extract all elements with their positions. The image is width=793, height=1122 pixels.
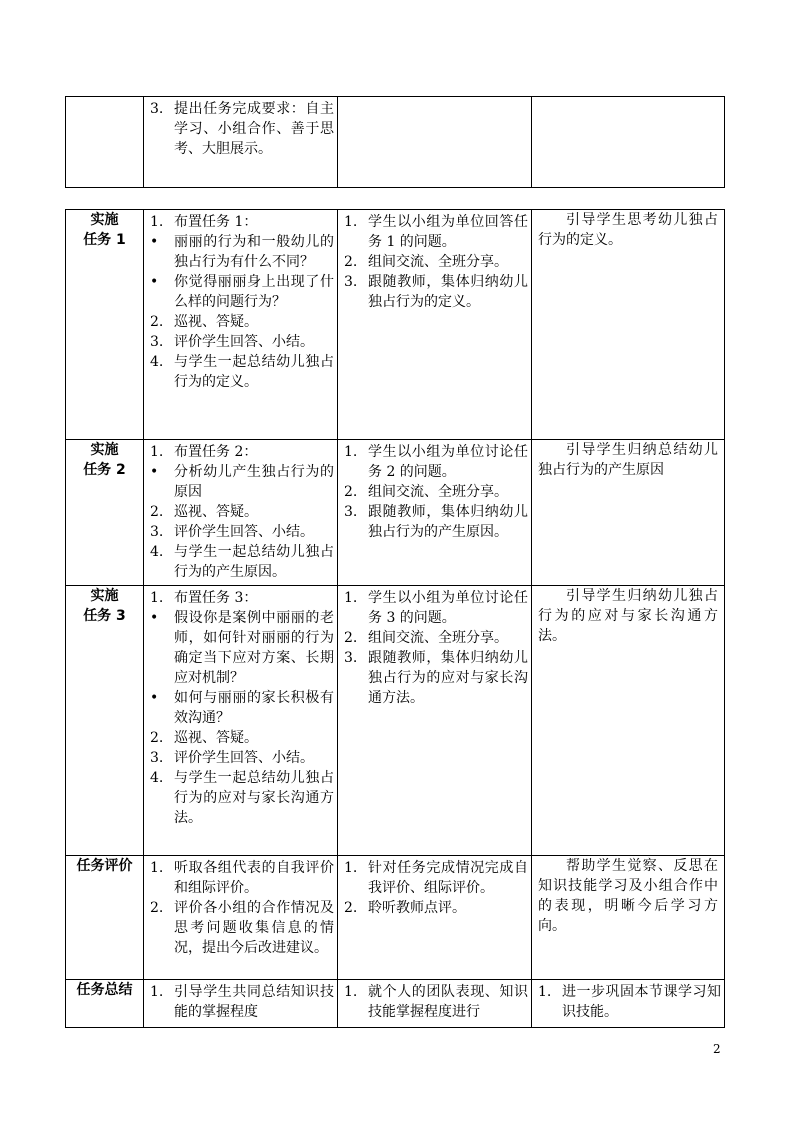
student-activity-cell (338, 856, 532, 980)
list-text: 与学生一起总结幼儿独占行为的应对与家长沟通方法。 (174, 770, 334, 826)
list-marker: 2. (150, 730, 164, 746)
list-item (538, 982, 721, 1022)
design-intent-cell (532, 586, 725, 856)
list-text: 评价学生回答、小结。 (174, 524, 314, 540)
list-marker: 1. (150, 860, 164, 876)
table-row (66, 980, 725, 1028)
list-marker: 1. (344, 444, 358, 460)
list-text: 进一步巩固本节课学习知识技能。 (562, 984, 721, 1020)
row-label-sub: 任务 1 (83, 232, 126, 248)
teacher-activity-cell (144, 586, 338, 856)
row-label-cell (66, 440, 144, 586)
row-label-sub: 任务 3 (83, 608, 126, 624)
list-text: 提出任务完成要求：自主学习、小组合作、善于思考、大胆展示。 (174, 101, 334, 157)
list-marker: 3. (344, 650, 358, 666)
list-marker: 1. (344, 984, 358, 1000)
list-item (150, 688, 334, 728)
list-text: 分析幼儿产生独占行为的原因 (174, 464, 334, 500)
design-intent-cell (532, 856, 725, 980)
list-item (150, 522, 334, 542)
table-row (66, 210, 725, 440)
list-text: 就个人的团队表现、知识技能掌握程度进行 (368, 984, 528, 1020)
list-marker: 2. (344, 254, 358, 270)
list-item (344, 502, 528, 542)
list-text: 学生以小组为单位回答任务 1 的问题。 (368, 214, 528, 250)
list-item (150, 332, 334, 352)
list-item (150, 462, 334, 502)
continuation-table (65, 96, 725, 188)
list-text: 丽丽的行为和一般幼儿的独占行为有什么不同？ (174, 234, 334, 270)
list-item (344, 442, 528, 482)
bullet-icon: • (150, 690, 159, 706)
list-text: 组间交流、全班分享。 (368, 630, 508, 646)
list-item (150, 352, 334, 392)
list-marker: 1. (344, 860, 358, 876)
lesson-plan-table (65, 209, 725, 1028)
list-item (344, 212, 528, 252)
bullet-icon: • (150, 464, 159, 480)
list-marker: 1. (150, 984, 164, 1000)
bullet-icon: • (150, 610, 159, 626)
row-label: 任务总结 (76, 982, 133, 998)
list-text: 学生以小组为单位讨论任务 2 的问题。 (368, 444, 528, 480)
student-activity-cell (338, 980, 532, 1028)
list-text: 如何与丽丽的家长积极有效沟通？ (174, 690, 334, 726)
list-item (344, 898, 528, 918)
list-item (150, 502, 334, 522)
list-item (150, 768, 334, 828)
list-marker: 3. (150, 750, 164, 766)
teacher-activity-cell (144, 856, 338, 980)
list-item (344, 588, 528, 628)
list-item (344, 982, 528, 1022)
list-text: 针对任务完成情况完成自我评价、组际评价。 (368, 860, 528, 896)
list-text: 组间交流、全班分享。 (368, 484, 508, 500)
list-item (150, 982, 334, 1022)
list-marker: 2. (344, 484, 358, 500)
list-marker: 4. (150, 544, 164, 560)
list-text: 评价各小组的合作情况及思考问题收集信息的情况，提出今后改进建议。 (174, 900, 334, 956)
list-item (150, 272, 334, 312)
design-intent-cell (532, 440, 725, 586)
list-marker: 1. (150, 590, 164, 606)
bullet-icon: • (150, 234, 159, 250)
row-label-cell (66, 980, 144, 1028)
list-text: 跟随教师，集体归纳幼儿独占行为的定义。 (368, 274, 528, 310)
list-marker: 3. (150, 334, 164, 350)
row-label: 实施 (90, 588, 119, 604)
list-marker: 1. (538, 984, 552, 1000)
list-item (344, 628, 528, 648)
list-text: 你觉得丽丽身上出现了什么样的问题行为？ (174, 274, 334, 310)
list-item (150, 588, 334, 608)
list-item (150, 748, 334, 768)
student-activity-cell (338, 97, 532, 188)
table-row (66, 97, 725, 188)
row-label-cell (66, 856, 144, 980)
page-number: 2 (713, 1042, 721, 1056)
table-row (66, 440, 725, 586)
list-marker: 1. (344, 590, 358, 606)
list-marker: 2. (150, 900, 164, 916)
design-intent-text: 引导学生归纳幼儿独占行为的应对与家长沟通方法。 (538, 588, 718, 644)
label-cell (66, 97, 144, 188)
list-text: 假设你是案例中丽丽的老师，如何针对丽丽的行为确定当下应对方案、长期应对机制？ (174, 610, 334, 686)
row-label: 实施 (90, 442, 119, 458)
list-item (344, 858, 528, 898)
teacher-activity-cell (144, 980, 338, 1028)
list-text: 巡视、答疑。 (174, 730, 258, 746)
list-marker: 4. (150, 770, 164, 786)
list-item (150, 542, 334, 582)
teacher-activity-cell (144, 210, 338, 440)
list-marker: 3. (344, 274, 358, 290)
row-label-cell (66, 210, 144, 440)
list-text: 布置任务 1： (174, 214, 258, 230)
list-marker: 3. (344, 504, 358, 520)
row-label-sub: 任务 2 (83, 462, 126, 478)
teacher-activity-cell (144, 97, 338, 188)
list-item (150, 232, 334, 272)
design-intent-text: 帮助学生觉察、反思在知识技能学习及小组合作中的表现，明晰今后学习方向。 (538, 858, 718, 934)
student-activity-cell (338, 210, 532, 440)
list-text: 听取各组代表的自我评价和组际评价。 (174, 860, 334, 896)
list-marker: 2. (150, 504, 164, 520)
list-marker: 4. (150, 354, 164, 370)
list-text: 评价学生回答、小结。 (174, 334, 314, 350)
list-item (150, 608, 334, 688)
table-row (66, 586, 725, 856)
list-text: 评价学生回答、小结。 (174, 750, 314, 766)
list-text: 学生以小组为单位讨论任务 3 的问题。 (368, 590, 528, 626)
list-text: 巡视、答疑。 (174, 314, 258, 330)
list-item (344, 648, 528, 708)
teacher-activity-cell (144, 440, 338, 586)
list-text: 与学生一起总结幼儿独占行为的产生原因。 (174, 544, 334, 580)
design-intent-cell (532, 97, 725, 188)
list-marker: 3. (150, 524, 164, 540)
list-marker: 1. (150, 444, 164, 460)
list-item (150, 728, 334, 748)
bullet-icon: • (150, 274, 159, 290)
list-item (344, 272, 528, 312)
design-intent-text: 引导学生归纳总结幼儿独占行为的产生原因 (538, 442, 718, 478)
list-text: 聆听教师点评。 (368, 900, 466, 916)
list-item (150, 212, 334, 232)
student-activity-cell (338, 440, 532, 586)
list-text: 跟随教师，集体归纳幼儿独占行为的应对与家长沟通方法。 (368, 650, 528, 706)
list-item (150, 442, 334, 462)
row-label: 实施 (90, 212, 119, 228)
student-activity-cell (338, 586, 532, 856)
list-item (150, 858, 334, 898)
list-marker: 1. (344, 214, 358, 230)
list-item (150, 99, 334, 159)
table-row (66, 856, 725, 980)
list-item (150, 898, 334, 958)
list-marker: 2. (150, 314, 164, 330)
list-text: 组间交流、全班分享。 (368, 254, 508, 270)
list-text: 巡视、答疑。 (174, 504, 258, 520)
list-item (150, 312, 334, 332)
list-marker: 2. (344, 900, 358, 916)
list-marker: 1. (150, 214, 164, 230)
list-text: 与学生一起总结幼儿独占行为的定义。 (174, 354, 334, 390)
list-marker: 2. (344, 630, 358, 646)
list-item (344, 482, 528, 502)
list-item (344, 252, 528, 272)
design-intent-cell (532, 210, 725, 440)
row-label-cell (66, 586, 144, 856)
list-text: 布置任务 3： (174, 590, 258, 606)
design-intent-text: 引导学生思考幼儿独占行为的定义。 (538, 212, 718, 248)
list-text: 引导学生共同总结知识技能的掌握程度 (174, 984, 334, 1020)
list-text: 布置任务 2： (174, 444, 258, 460)
list-text: 跟随教师，集体归纳幼儿独占行为的产生原因。 (368, 504, 528, 540)
list-marker: 3. (150, 101, 164, 117)
design-intent-cell (532, 980, 725, 1028)
row-label: 任务评价 (76, 858, 133, 874)
